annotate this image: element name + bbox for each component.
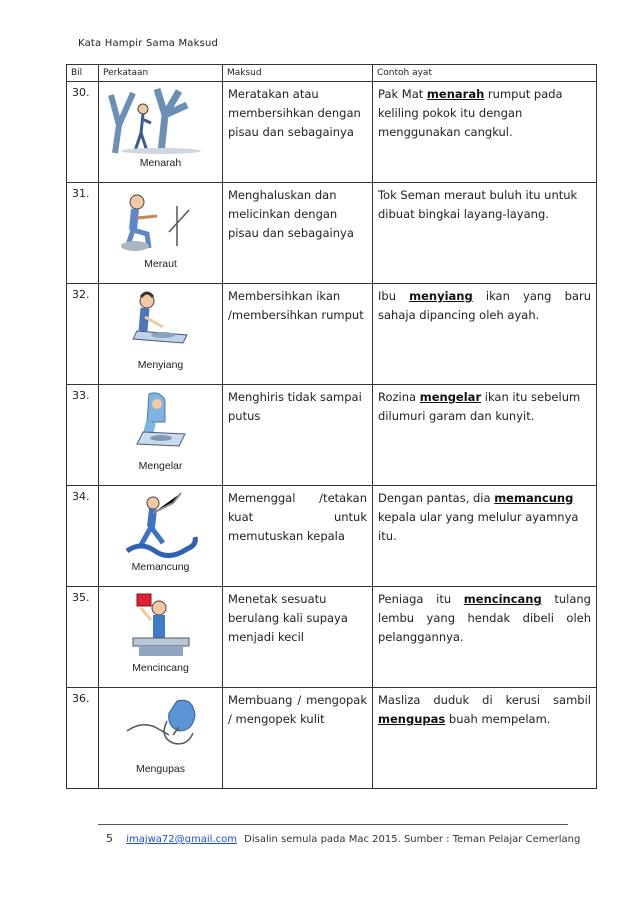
example-text: tulang lembu yang hendak dibeli oleh pelanggannya. (378, 592, 591, 644)
row-number: 31. (67, 183, 99, 284)
word-label: Mencincang (132, 662, 189, 674)
table-header-row (67, 65, 597, 82)
column-header-contoh-ayat: Contoh ayat (373, 65, 597, 82)
word-cell (99, 486, 223, 587)
example-text: buah mempelam. (445, 712, 551, 726)
meaning-cell: Membuang / mengopak / mengopek kulit (223, 688, 373, 789)
meaning-cell: Menghaluskan dan melicinkan dengan pisau dan sebagainya (223, 183, 373, 284)
example-text: Rozina (378, 390, 420, 404)
page-header-title: Kata Hampir Sama Maksud (78, 38, 219, 49)
row-number: 33. (67, 385, 99, 486)
example-cell (373, 82, 597, 183)
example-text: ikan yang baru sahaja dipancing oleh ayah. (378, 289, 591, 322)
example-cell (373, 587, 597, 688)
man-whittling-illustration (107, 186, 215, 256)
example-text: Ibu (378, 289, 410, 303)
column-header-bil: Bil (67, 65, 99, 82)
hands-peeling-fruit-illustration (107, 691, 215, 761)
example-cell (373, 183, 597, 284)
example-keyword: menyiang (409, 289, 473, 303)
row-number: 30. (67, 82, 99, 183)
example-keyword: mengupas (378, 712, 446, 726)
example-text: Dengan pantas, dia (378, 491, 495, 505)
example-keyword: mengelar (419, 390, 482, 404)
word-cell (99, 587, 223, 688)
row-number: 35. (67, 587, 99, 688)
page-footer (106, 832, 580, 845)
example-text: Masliza duduk di kerusi sambil (378, 693, 591, 707)
footer-divider (98, 824, 568, 825)
tree-scraping-figure-illustration (107, 85, 215, 155)
example-text: ikan itu sebelum dilumuri garam dan kunyit. (378, 390, 581, 423)
example-cell (373, 385, 597, 486)
example-text: Pak Mat (378, 87, 427, 101)
table-row (67, 183, 597, 284)
word-label: Mengelar (138, 460, 183, 472)
word-cell (99, 82, 223, 183)
example-keyword: menarah (426, 87, 485, 101)
example-keyword: mencincang (463, 592, 542, 606)
meaning-cell: Menetak sesuatu berulang kali supaya menjadi kecil (223, 587, 373, 688)
example-keyword: memancung (494, 491, 574, 505)
column-header-perkataan: Perkataan (99, 65, 223, 82)
row-number: 34. (67, 486, 99, 587)
word-cell (99, 284, 223, 385)
table-row (67, 82, 597, 183)
meaning-cell: Membersihkan ikan /membersihkan rumput (223, 284, 373, 385)
word-label: Mengupas (135, 763, 186, 775)
woman-cleaning-fish-illustration (107, 287, 215, 357)
man-chopping-snake-illustration (107, 489, 215, 559)
word-label: Menarah (139, 157, 182, 169)
column-header-maksud: Maksud (223, 65, 373, 82)
example-text: rumput pada keliling pokok itu dengan menggunakan cangkul. (378, 87, 563, 139)
word-cell (99, 385, 223, 486)
meaning-cell: Memenggal /tetakan kuat untuk memutuskan kepala (223, 486, 373, 587)
row-number: 36. (67, 688, 99, 789)
example-cell (373, 688, 597, 789)
word-label: Memancung (131, 561, 190, 573)
example-text: Peniaga itu (378, 592, 464, 606)
row-number: 32. (67, 284, 99, 385)
table-row (67, 284, 597, 385)
word-cell (99, 688, 223, 789)
word-label: Meraut (144, 258, 177, 270)
table-row (67, 688, 597, 789)
example-text: Tok Seman meraut buluh itu untuk dibuat bingkai layang-layang. (378, 188, 578, 221)
word-label: Menyiang (137, 359, 184, 371)
butcher-chopping-illustration (107, 590, 215, 660)
footer-source-note: Disalin semula pada Mac 2015. Sumber : Teman Pelajar Cemerlang (244, 834, 581, 845)
word-cell (99, 183, 223, 284)
page-number: 5 (106, 832, 113, 845)
woman-slicing-fish-illustration (107, 388, 215, 458)
table-row (67, 486, 597, 587)
footer-email-link[interactable]: imajwa72@gmail.com (126, 834, 237, 845)
example-text: kepala ular yang melulur ayamnya itu. (378, 510, 579, 543)
example-cell (373, 284, 597, 385)
meaning-cell: Meratakan atau membersihkan dengan pisau dan sebagainya (223, 82, 373, 183)
table-row (67, 385, 597, 486)
table-row (67, 587, 597, 688)
example-cell (373, 486, 597, 587)
word-meaning-table (66, 64, 597, 789)
meaning-cell: Menghiris tidak sampai putus (223, 385, 373, 486)
